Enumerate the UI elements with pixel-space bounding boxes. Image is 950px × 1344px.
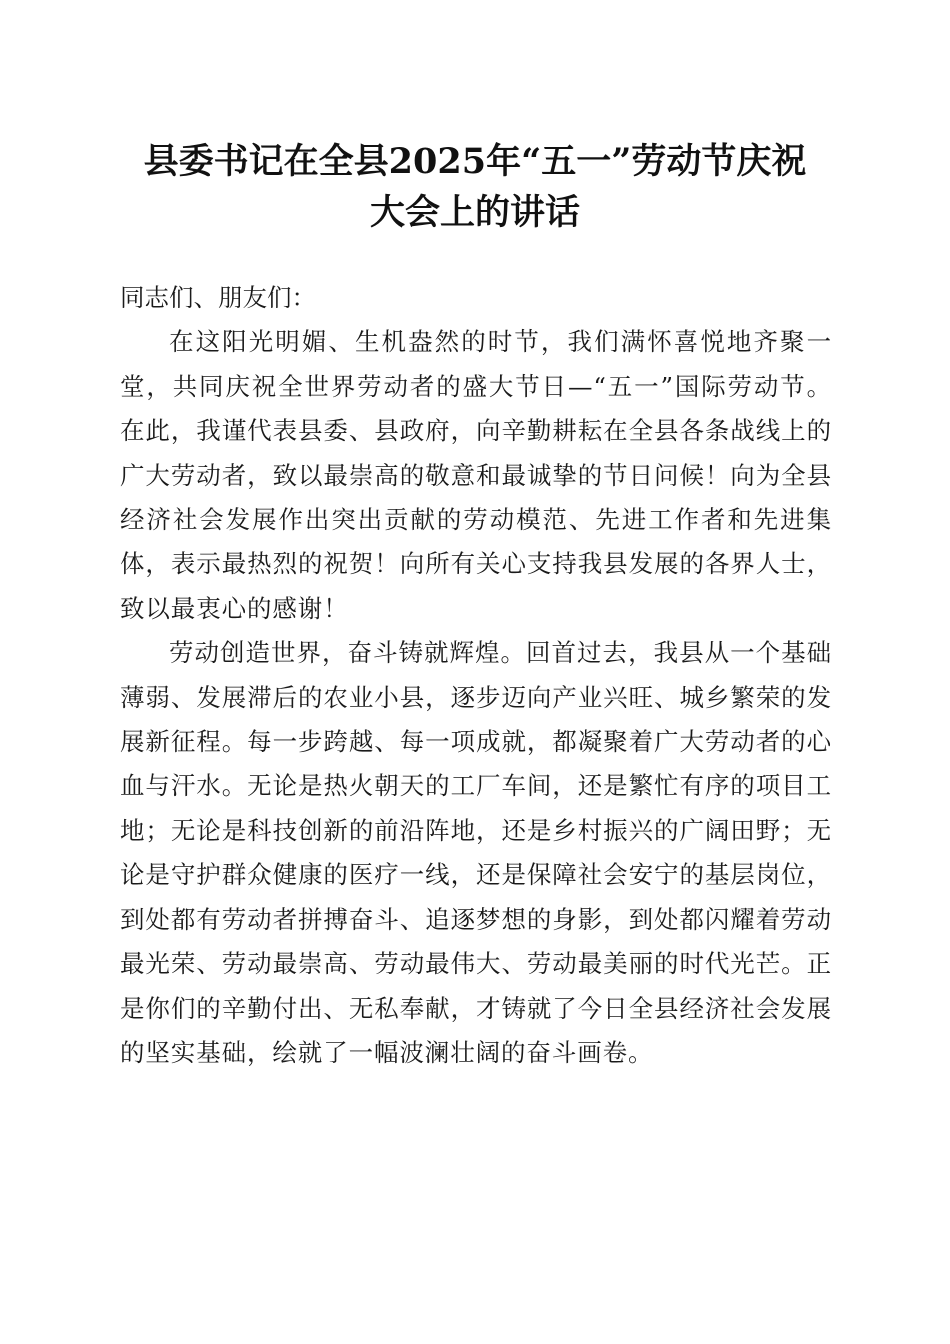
title-line-2: 大会上的讲话 [369, 192, 580, 233]
document-body [120, 276, 832, 1075]
paragraph-1: 在这阳光明媚、生机盎然的时节，我们满怀喜悦地齐聚一堂，共同庆祝全世界劳动者的盛大节日—“五一”国际劳动节。在此，我谨代表县委、县政府，向辛勤耕耘在全县各条战线上的广大劳动者，致以最崇高的敬意和最诚挚的节日问候！向为全县经济社会发展作出突出贡献的劳动模范、先进工作者和先进集体，表示最热烈的祝贺！向所有关心支持我县发展的各界人士，致以最衷心的感谢！ [120, 327, 832, 623]
title-line-1: 县委书记在全县2025年“五一”劳动节庆祝 [143, 141, 807, 182]
salutation: 同志们、朋友们： [120, 283, 316, 312]
document-title [80, 136, 870, 238]
paragraph-2: 劳动创造世界，奋斗铸就辉煌。回首过去，我县从一个基础薄弱、发展滞后的农业小县，逐步迈向产业兴旺、城乡繁荣的发展新征程。每一步跨越、每一项成就，都凝聚着广大劳动者的心血与汗水。无论是热火朝天的工厂车间，还是繁忙有序的项目工地；无论是科技创新的前沿阵地，还是乡村振兴的广阔田野；无论是守护群众健康的医疗一线，还是保障社会安宁的基层岗位，到处都有劳动者拼搏奋斗、追逐梦想的身影，到处都闪耀着劳动最光荣、劳动最崇高、劳动最伟大、劳动最美丽的时代光芒。正是你们的辛勤付出、无私奉献，才铸就了今日全县经济社会发展的坚实基础，绘就了一幅波澜壮阔的奋斗画卷。 [120, 638, 832, 1067]
